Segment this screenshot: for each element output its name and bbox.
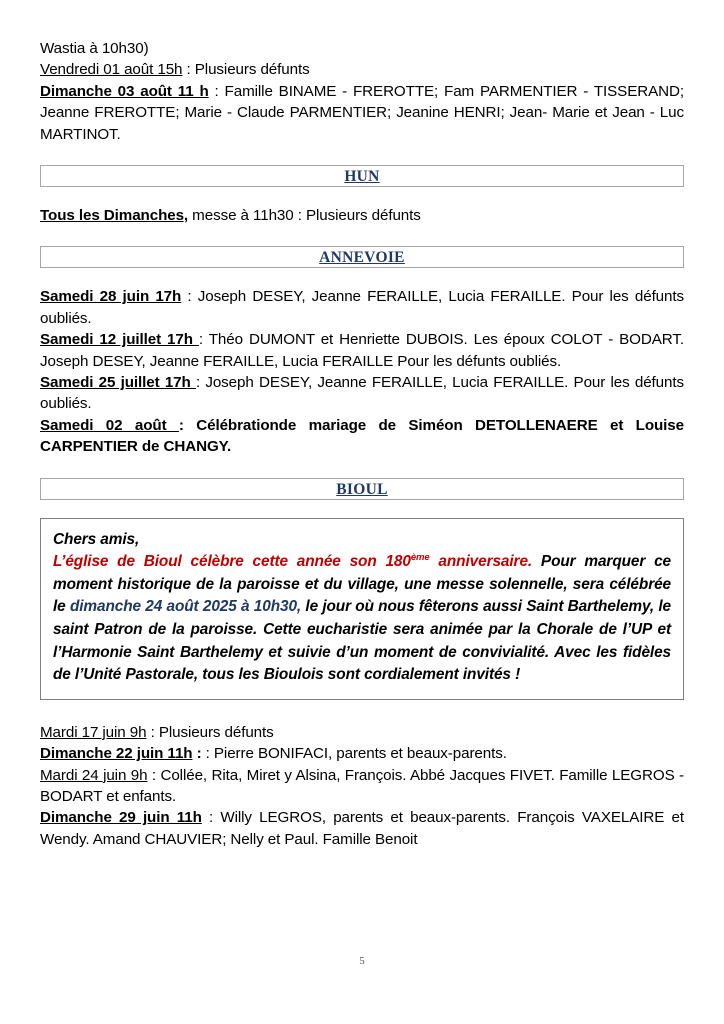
section-title-hun: HUN (344, 168, 380, 186)
section-title-bioul: BIOUL (336, 480, 388, 498)
bioul-entry-4-text: : Willy LEGROS, parents et beaux-parents. François VAXELAIRE et Wendy. Amand CHAUVIER; Nelly et Paul. Famille Benoit (40, 809, 684, 848)
annevoie-entry-3 (40, 372, 684, 415)
bioul-entry-2-text: : Pierre BONIFACI, parents et beaux-parents. (201, 745, 507, 763)
annevoie-entry-1-date: Samedi 28 juin 17h (40, 288, 182, 306)
annevoie-entry-2 (40, 329, 684, 372)
bioul-entry-1-date: Mardi 17 juin 9h (40, 723, 147, 741)
section-header-hun (40, 165, 684, 187)
intro-line-3-date: Dimanche 03 août 11 h (40, 82, 209, 100)
intro-line-dimanche (40, 81, 684, 145)
intro-line-vendredi (40, 59, 684, 80)
hun-entry-text: messe à 11h30 : Plusieurs défunts (188, 207, 421, 225)
annevoie-entry-2-text: : Théo DUMONT et Henriette DUBOIS. Les époux COLOT - BODART. Joseph DESEY, Jeanne FERAILLE, Lucia FERAILLE Pour les défunts oubliés. (40, 331, 684, 370)
bioul-letter-greeting (53, 529, 671, 552)
bioul-entry-2 (40, 743, 684, 764)
annevoie-entry-4 (40, 415, 684, 458)
bioul-letter-red-2: anniversaire (429, 553, 528, 571)
bioul-entry-1 (40, 722, 684, 743)
annevoie-entry-2-date: Samedi 12 juillet 17h (40, 331, 199, 349)
section-header-annevoie (40, 246, 684, 268)
section-header-bioul (40, 478, 684, 500)
annevoie-entry-1-text: : Joseph DESEY, Jeanne FERAILLE, Lucia FERAILLE. Pour les défunts oubliés. (40, 288, 684, 327)
intro-line-3-rest: : Famille BINAME - FREROTTE; Fam PARMENTIER - TISSERAND; Jeanne FREROTTE; Marie - Claude PARMENTIER; Jeanine HENRI; Jean- Marie et Jean - Luc MARTINOT. (40, 82, 684, 143)
bioul-letter-red-superscript: ème (410, 552, 430, 564)
bioul-entry-3-text: : Collée, Rita, Miret y Alsina, François. Abbé Jacques FIVET. Famille LEGROS - BODART et enfants. (40, 766, 684, 806)
annevoie-entry-1 (40, 286, 684, 329)
annevoie-entry-3-text: : Joseph DESEY, Jeanne FERAILLE, Lucia FERAILLE. Pour les défunts oubliés. (40, 374, 684, 413)
annevoie-entry-3-date: Samedi 25 juillet 17h (40, 374, 196, 392)
bioul-letter-red-period: . (527, 553, 533, 571)
section-title-annevoie: ANNEVOIE (319, 249, 405, 267)
bioul-letter-greeting-text: Chers amis, (53, 530, 140, 548)
page-number (0, 955, 724, 967)
page-number-value: 5 (359, 955, 365, 967)
intro-line-2-rest: : Plusieurs défunts (182, 61, 310, 79)
intro-line-1-text: Wastia à 10h30) (40, 40, 149, 57)
page-content (40, 38, 684, 850)
bioul-entry-2-sep: : (192, 745, 202, 763)
intro-line-2-date: Vendredi 01 août 15h (40, 61, 183, 79)
bioul-entry-1-text: : Plusieurs défunts (146, 723, 274, 741)
bioul-letter-blue-date: dimanche 24 août 2025 à 10h30, (69, 598, 302, 616)
bioul-entry-4 (40, 807, 684, 850)
annevoie-entry-4-date: Samedi 02 août (40, 416, 179, 434)
bioul-letter-body (53, 551, 671, 687)
bioul-entry-3-date: Mardi 24 juin 9h (40, 766, 148, 784)
bioul-announcement-box (40, 518, 684, 700)
intro-line-wastia (40, 38, 684, 59)
bioul-letter-red-1: L’église de Bioul célèbre cette année son 180 (53, 553, 411, 571)
bioul-entry-3 (40, 765, 684, 808)
bioul-entry-4-date: Dimanche 29 juin 11h (40, 809, 202, 827)
bioul-entry-2-date: Dimanche 22 juin 11h (40, 745, 193, 763)
bioul-letter-black-2: le jour où nous fêterons aussi Saint Barthelemy, le saint Patron de la paroisse. Cette eucharistie sera animée par la Chorale de l’UP et l’Harmonie Saint Barthelemy et suivie d’un moment de convivialité. Avec les fidèles de l’Unité Pastorale, tous les Bioulois sont cordialement invités ! (53, 598, 672, 684)
annevoie-entry-4-text: : Célébrationde mariage de Siméon DETOLLENAERE et Louise CARPENTIER de CHANGY. (40, 416, 684, 456)
hun-entry-date: Tous les Dimanches, (40, 207, 189, 225)
hun-entry-tous-les-dimanches (40, 205, 684, 226)
bioul-letter-black-1: Pour marquer ce moment historique de la paroisse et du village, une messe solennelle, sera célébrée le (53, 553, 671, 616)
